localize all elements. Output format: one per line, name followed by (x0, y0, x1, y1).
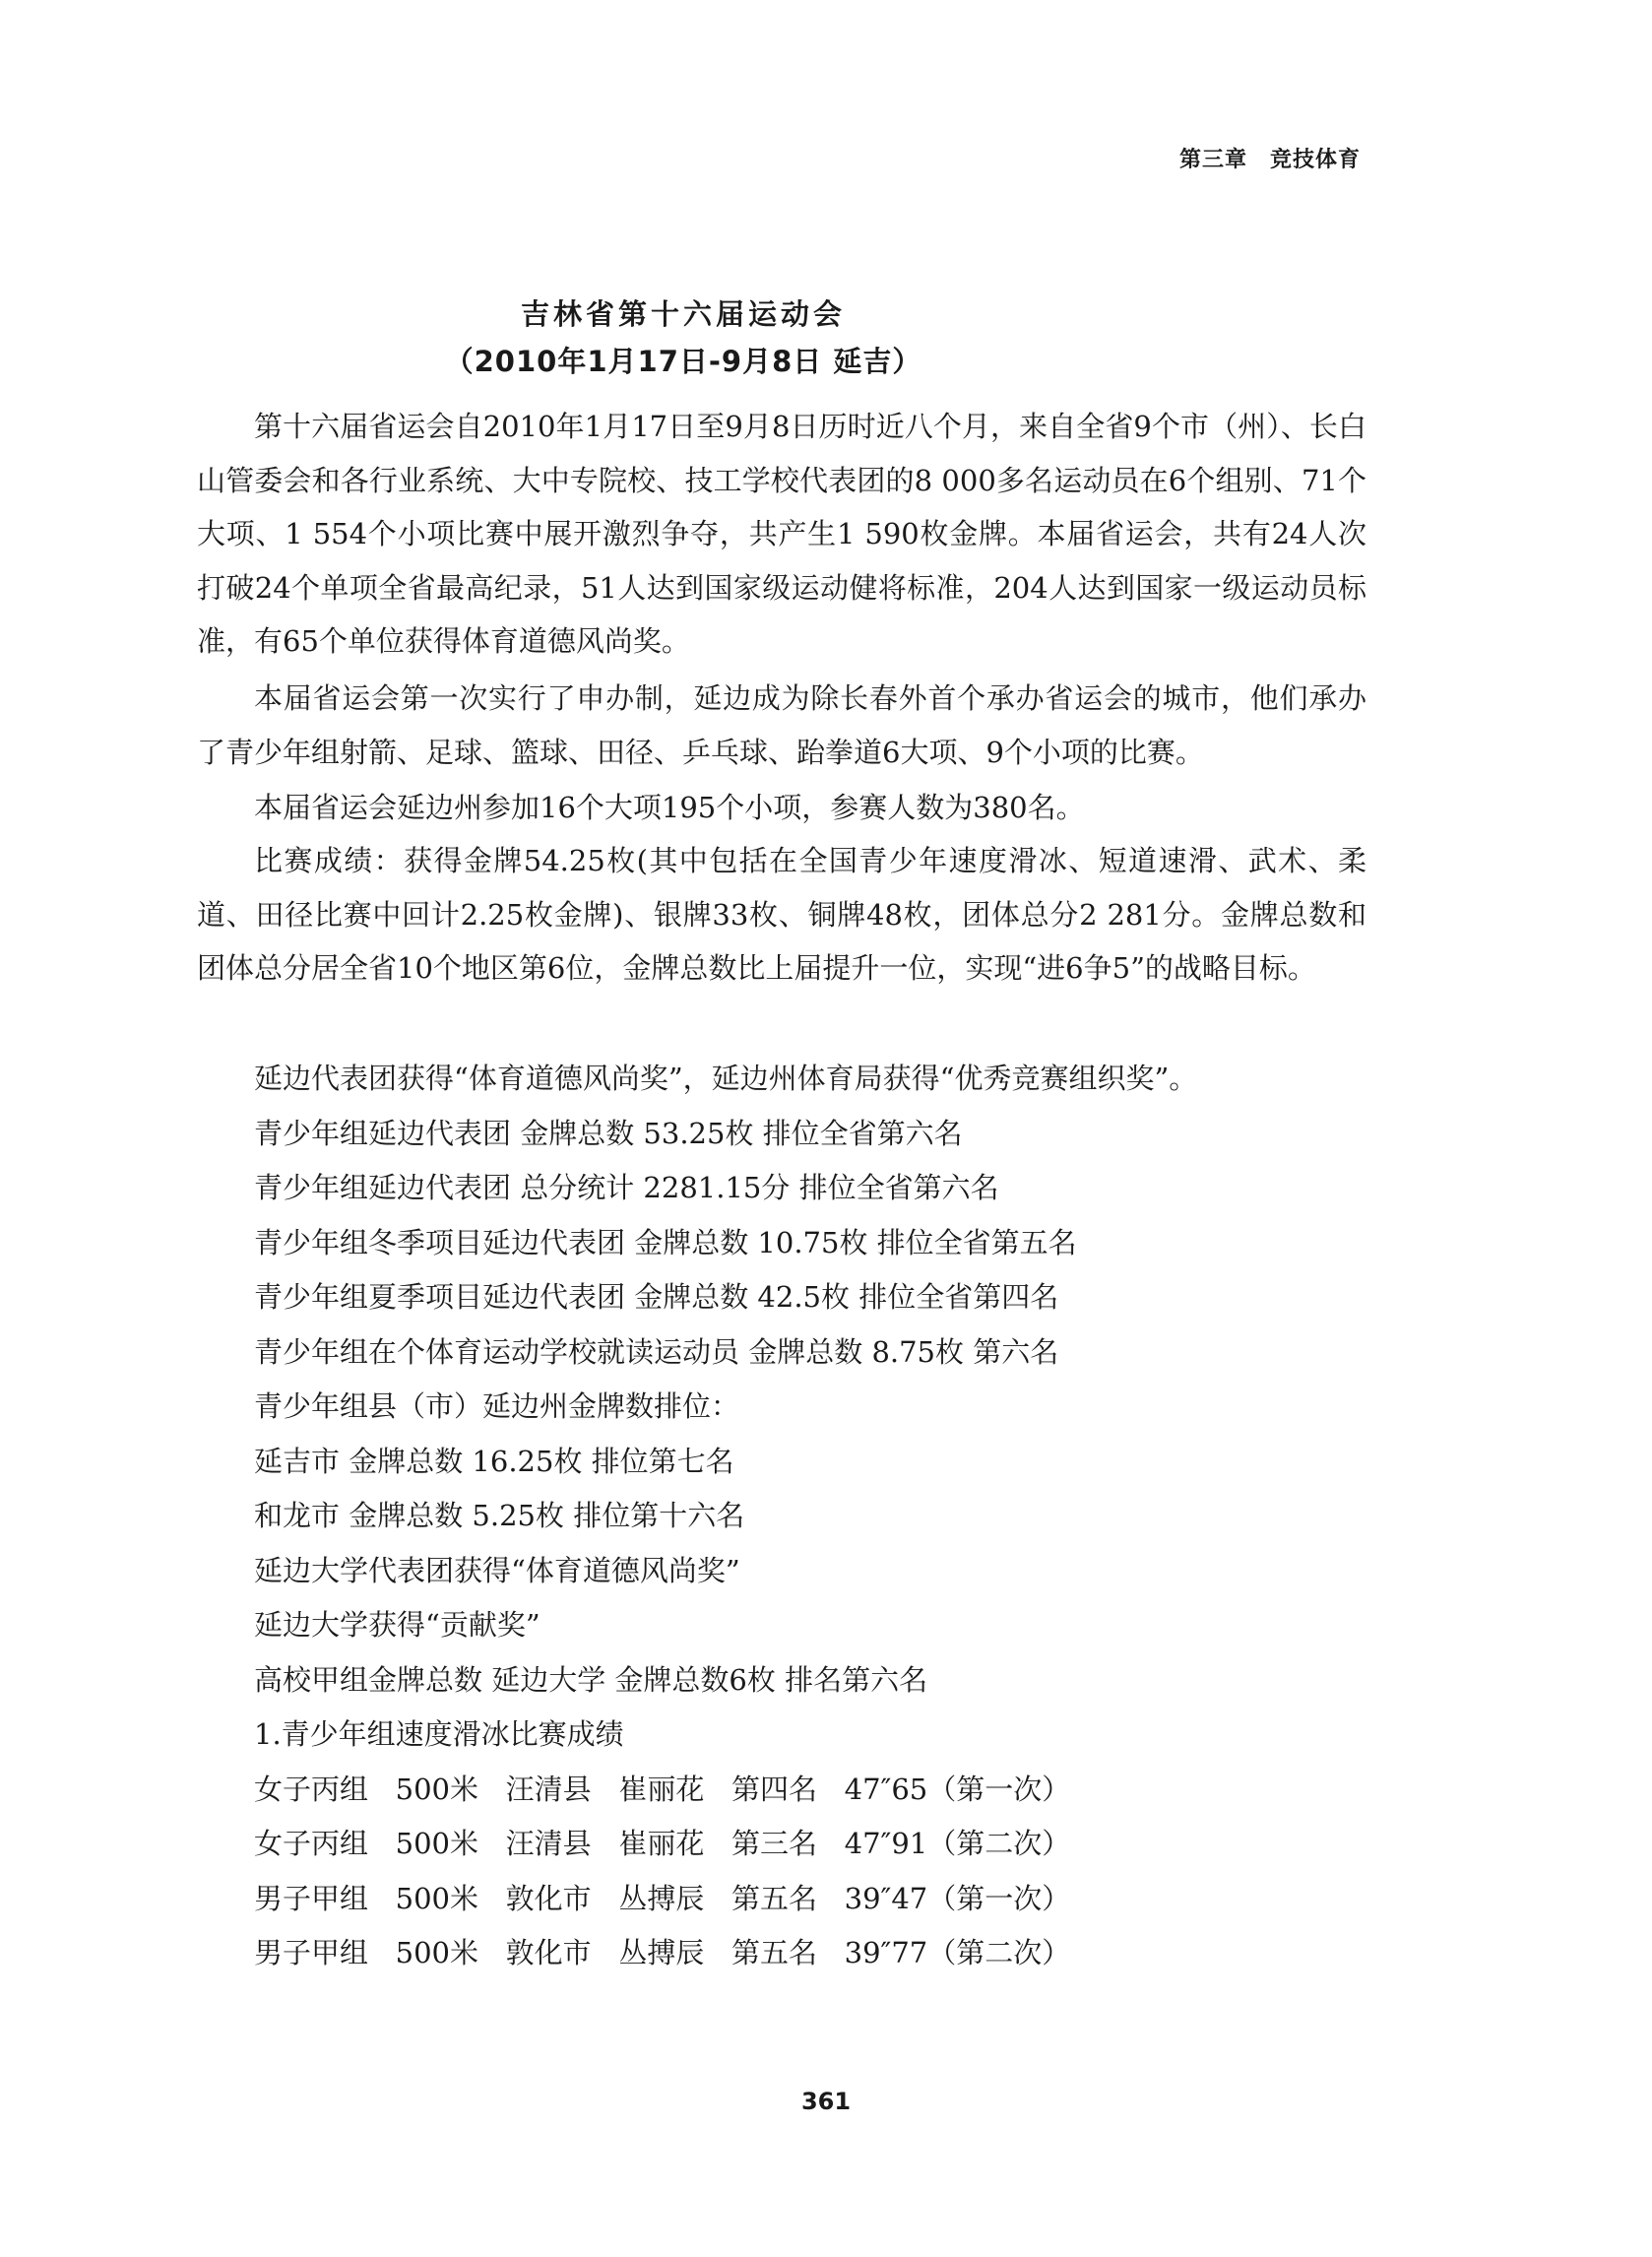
result-row: 男子甲组 500米 敦化市 丛搏辰 第五名 39″47（第一次） (254, 1881, 1071, 1915)
list-item: 延边代表团获得“体育道德风尚奖”，延边州体育局获得“优秀竞赛组织奖”。 (254, 1062, 1198, 1095)
paragraph-1 (197, 400, 1366, 669)
list-item: 青少年组在个体育运动学校就读运动员 金牌总数 8.75枚 第六名 (254, 1334, 1059, 1369)
list-item: 青少年组夏季项目延边代表团 金牌总数 42.5枚 排位全省第四名 (254, 1280, 1059, 1314)
list-item: 和龙市 金牌总数 5.25枚 排位第十六名 (254, 1499, 745, 1532)
chapter-header: 第三章 竞技体育 (1178, 148, 1361, 172)
paragraph-text: 比赛成绩：获得金牌54.25枚(其中包括在全国青少年速度滑冰、短道速滑、武术、柔道、田径比赛中回计2.25枚金牌)、银牌33枚、铜牌48枚，团体总分2 281分。金牌总数和团体总分居全省10个地区第6位，金牌总数比上届提升一位，实现“进6争5”的战略目标。 (197, 844, 1366, 986)
list-item: 青少年组县（市）延边州金牌数排位： (254, 1389, 740, 1423)
paragraph-text: 本届省运会延边州参加16个大项195个小项，参赛人数为380名。 (254, 791, 1085, 824)
list-item: 延边大学代表团获得“体育道德风尚奖” (254, 1553, 740, 1587)
list-item: 高校甲组金牌总数 延边大学 金牌总数6枚 排名第六名 (254, 1662, 928, 1697)
paragraph-2 (197, 672, 1366, 779)
section-heading: 1.青少年组速度滑冰比赛成绩 (254, 1717, 624, 1751)
list-item: 青少年组延边代表团 总分统计 2281.15分 排位全省第六名 (254, 1171, 999, 1204)
paragraph-4 (197, 834, 1366, 996)
paragraph-text: 第十六届省运会自2010年1月17日至9月8日历时近八个月，来自全省9个市（州）、长白山管委会和各行业系统、大中专院校、技工学校代表团的8 000多名运动员在6个组别、71个大项、1 554个小项比赛中展开激烈争夺，共产生1 590枚金牌。本届省运会，共有24人次打破24个单项全省最高纪录，51人达到国家级运动健将标准，204人达到国家一级运动员标准，有65个单位获得体育道德风尚奖。 (197, 410, 1366, 659)
paragraph-text: 本届省运会第一次实行了申办制，延边成为除长春外首个承办省运会的城市，他们承办了青少年组射箭、足球、篮球、田径、乒乓球、跆拳道6大项、9个小项的比赛。 (197, 681, 1366, 769)
result-row: 女子丙组 500米 汪清县 崔丽花 第四名 47″65（第一次） (254, 1772, 1071, 1806)
list-item: 延边大学获得“贡献奖” (254, 1608, 540, 1642)
page-number: 361 (800, 2088, 852, 2115)
page-subtitle: （2010年1月17日-9月8日 延吉） (444, 345, 922, 378)
list-item: 延吉市 金牌总数 16.25枚 排位第七名 (254, 1444, 734, 1478)
page-title: 吉林省第十六届运动会 (520, 297, 846, 331)
list-item: 青少年组冬季项目延边代表团 金牌总数 10.75枚 排位全省第五名 (254, 1225, 1077, 1259)
results-list (197, 1052, 1197, 1981)
result-row: 女子丙组 500米 汪清县 崔丽花 第三名 47″91（第二次） (254, 1827, 1071, 1860)
result-row: 男子甲组 500米 敦化市 丛搏辰 第五名 39″77（第二次） (254, 1936, 1071, 1969)
list-item: 青少年组延边代表团 金牌总数 53.25枚 排位全省第六名 (254, 1116, 963, 1150)
paragraph-3 (197, 781, 1366, 835)
